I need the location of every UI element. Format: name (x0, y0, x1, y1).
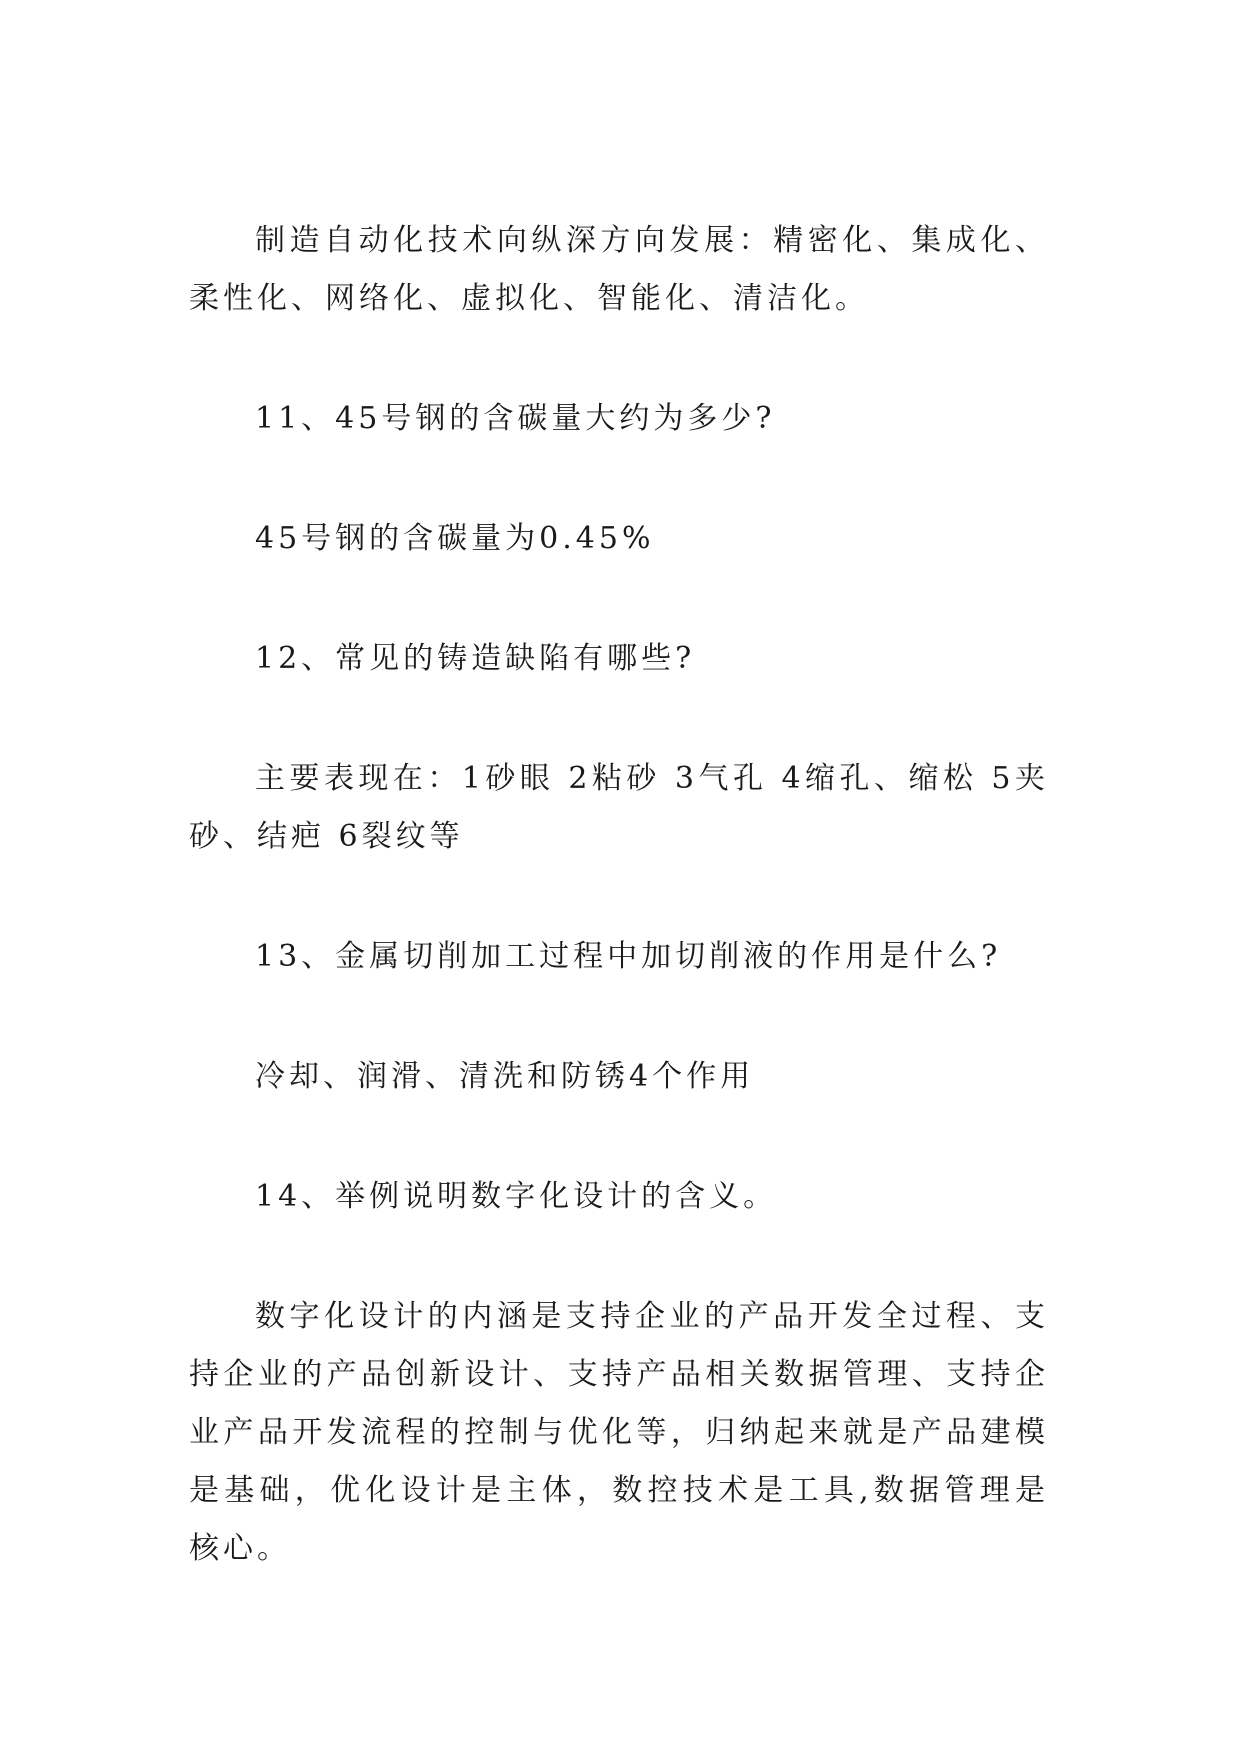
question-11: 11、45号钢的含碳量大约为多少? (255, 401, 776, 436)
answer-12: 主要表现在：1砂眼 2粘砂 3气孔 4缩孔、缩松 5夹砂、结疤 6裂纹等 (189, 761, 1049, 854)
answer-13: 冷却、润滑、清洗和防锈4个作用 (255, 1059, 755, 1094)
answer-14: 数字化设计的内涵是支持企业的产品开发全过程、支持企业的产品创新设计、支持产品相关数据管理、支持企业产品开发流程的控制与优化等，归纳起来就是产品建模是基础，优化设计是主体，数控技术是工具,数据管理是核心。 (189, 1299, 1049, 1566)
document-body (189, 212, 1049, 1640)
answer-11: 45号钢的含碳量为0.45% (255, 521, 655, 556)
question-14: 14、举例说明数字化设计的含义。 (255, 1179, 778, 1214)
question-13: 13、金属切削加工过程中加切削液的作用是什么? (255, 939, 1002, 974)
question-12: 12、常见的铸造缺陷有哪些? (255, 641, 696, 676)
paragraph-automation-trends: 制造自动化技术向纵深方向发展：精密化、集成化、柔性化、网络化、虚拟化、智能化、清洁化。 (189, 223, 1049, 316)
